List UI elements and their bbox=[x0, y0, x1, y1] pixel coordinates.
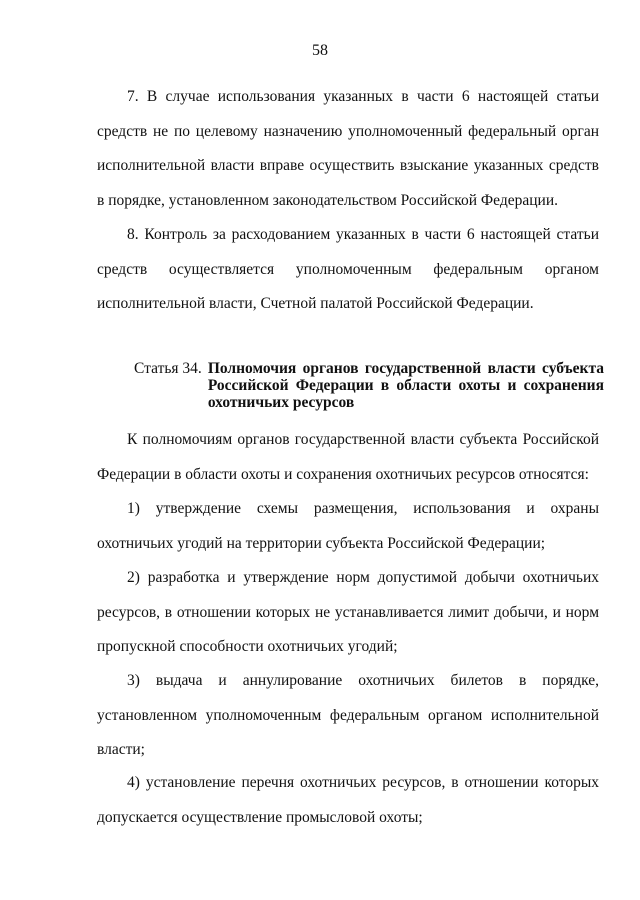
article-number: Статья 34. bbox=[134, 360, 202, 377]
article-title: Полномочия органов государственной власти субъекта Российской Федерации в области охоты и сохранения охотничьих ресурсов bbox=[207, 360, 604, 411]
article-heading bbox=[134, 360, 604, 411]
list-item-3: 3) выдача и аннулирование охотничьих билетов в порядке, установленном уполномоченным федеральным органом исполнительной власти; bbox=[97, 672, 599, 758]
list-item-4: 4) установление перечня охотничьих ресурсов, в отношении которых допускается осуществление промысловой охоты; bbox=[97, 774, 599, 826]
list-item-1: 1) утверждение схемы размещения, использования и охраны охотничьих угодий на территории субъекта Российской Федерации; bbox=[97, 500, 599, 552]
list-item-2: 2) разработка и утверждение норм допустимой добычи охотничьих ресурсов, в отношении которых не устанавливается лимит добычи, и норм пропускной способности охотничьих угодий; bbox=[97, 569, 599, 655]
paragraph-8: 8. Контроль за расходованием указанных в части 6 настоящей статьи средств осуществляется уполномоченным федеральным органом исполнительной власти, Счетной палатой Российской Федерации. bbox=[97, 226, 599, 312]
page-number: 58 bbox=[312, 42, 328, 59]
paragraph-7: 7. В случае использования указанных в части 6 настоящей статьи средств не по целевому назначению уполномоченный федеральный орган исполнительной власти вправе осуществить взыскание указанных средств в порядке, установленном законодательством Российской Федерации. bbox=[97, 88, 599, 209]
intro-paragraph: К полномочиям органов государственной власти субъекта Российской Федерации в области охоты и сохранения охотничьих ресурсов относятся: bbox=[97, 431, 599, 483]
